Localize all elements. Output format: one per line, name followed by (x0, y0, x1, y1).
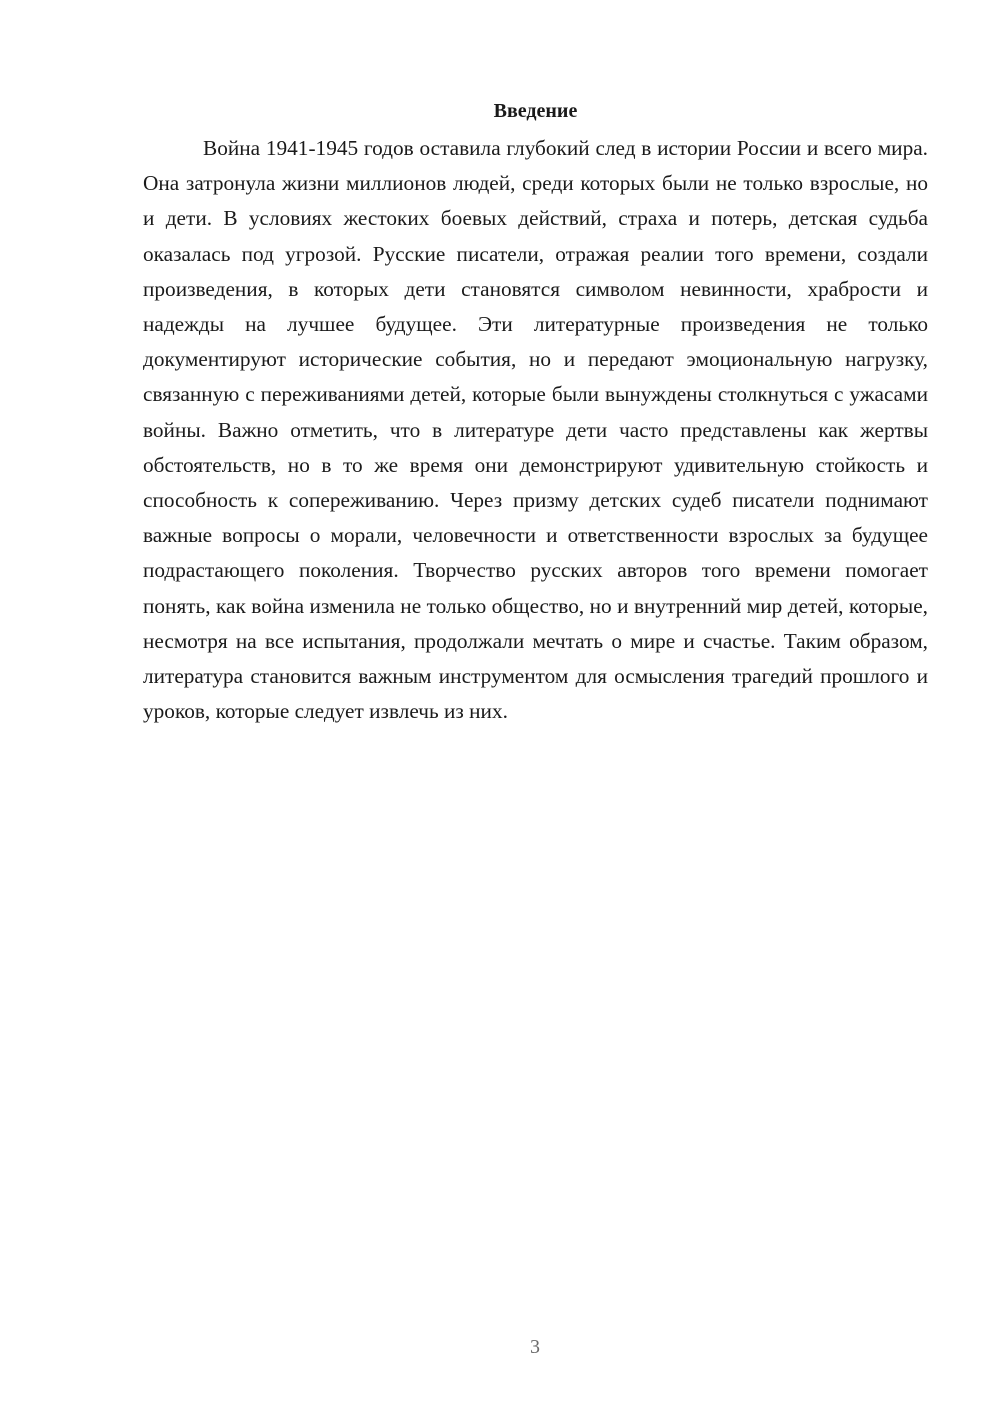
page-number: 3 (530, 1336, 540, 1358)
page-content (143, 95, 928, 729)
intro-paragraph: Война 1941-1945 годов оставила глубокий след в истории России и всего мира. Она затронула жизни миллионов людей, среди которых были не только взрослые, но и дети. В условиях жестоких боевых действий, страха и потерь, детская судьба оказалась под угрозой. Русские писатели, отражая реалии того времени, создали произведения, в которых дети становятся символом невинности, храбрости и надежды на лучшее будущее. Эти литературные произведения не только документируют исторические события, но и передают эмоциональную нагрузку, связанную с переживаниями детей, которые были вынуждены столкнуться с ужасами войны. Важно отметить, что в литературе дети часто представлены как жертвы обстоятельств, но в то же время они демонстрируют удивительную стойкость и способность к сопереживанию. Через призму детских судеб писатели поднимают важные вопросы о морали, человечности и ответственности взрослых за будущее подрастающего поколения. Творчество русских авторов того времени помогает понять, как война изменила не только общество, но и внутренний мир детей, которые, несмотря на все испытания, продолжали мечтать о мире и счастье. Таким образом, литература становится важным инструментом для осмысления трагедий прошлого и уроков, которые следует извлечь из них. (143, 136, 928, 724)
section-title: Введение (493, 100, 578, 122)
